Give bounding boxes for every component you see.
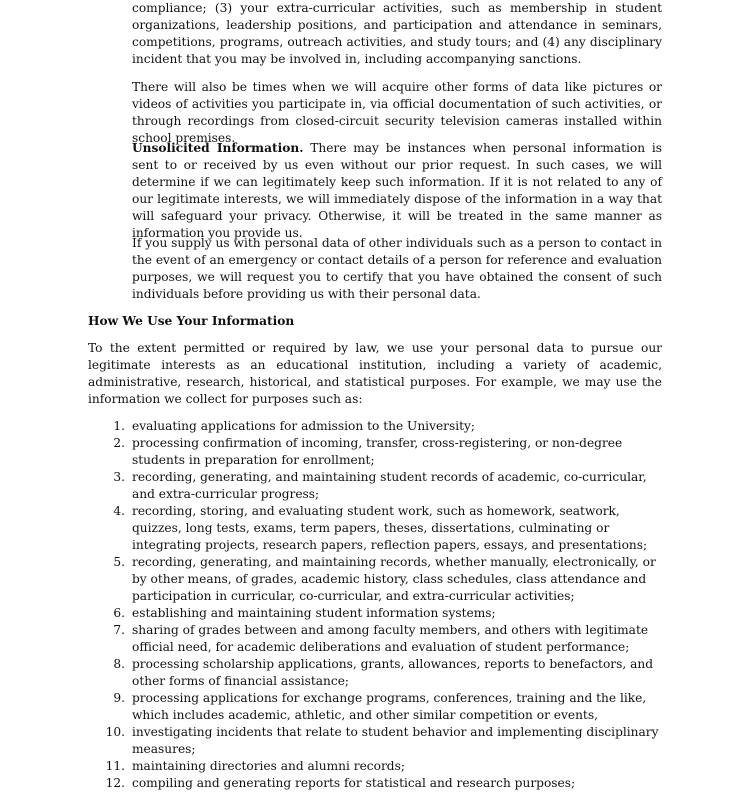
- list-item: [88, 758, 662, 775]
- list-item: [88, 503, 662, 554]
- paragraph-other-individuals: If you supply us with personal data of other individuals such as a person to contact in the event of an emergency or contact details of a person for reference and evaluation purposes, we will request you to certify that you have obtained the consent of such individuals before providing us with their personal data.: [132, 236, 662, 301]
- unsolicited-information-body: There may be instances when personal information is sent to or received by us even without our prior request. In such cases, we will determine if we can legitimately keep such information. If it is not related to any of our legitimate interests, we will immediately dispose of the information in a way that will safeguard your privacy. Otherwise, it will be treated in the same manner as information you provide us.: [132, 141, 662, 240]
- list-item-number: 5.: [113, 555, 125, 569]
- list-item-text: maintaining directories and alumni records;: [132, 759, 405, 773]
- list-item: [88, 554, 662, 605]
- list-item-number: 12.: [105, 776, 125, 790]
- list-item-text: processing scholarship applications, grants, allowances, reports to benefactors, and other forms of financial assistance;: [132, 657, 654, 688]
- list-item-number: 8.: [113, 657, 125, 671]
- list-item: [88, 656, 662, 690]
- list-item-number: 1.: [113, 419, 125, 433]
- list-item: [88, 622, 662, 656]
- list-item-number: 6.: [113, 606, 125, 620]
- list-item-text: sharing of grades between and among faculty members, and others with legitimate official need, for academic deliberations and evaluation of student performance;: [132, 623, 649, 654]
- list-item-text: evaluating applications for admission to the University;: [132, 419, 476, 433]
- list-item-number: 2.: [113, 436, 125, 450]
- list-item: [88, 435, 662, 469]
- list-item: [88, 690, 662, 724]
- section-heading: How We Use Your Information: [88, 314, 295, 328]
- list-item: [88, 775, 662, 792]
- paragraph-unsolicited-information: [132, 140, 662, 242]
- list-item-number: 9.: [113, 691, 125, 705]
- list-item-number: 10.: [105, 725, 125, 739]
- list-item-text: establishing and maintaining student information systems;: [132, 606, 496, 620]
- list-item: [88, 605, 662, 622]
- list-item-text: recording, generating, and maintaining records, whether manually, electronically, or by other means, of grades, academic history, class schedules, class attendance and participation in curricular, co-curricular, and extra-curricular activities;: [132, 555, 656, 603]
- list-item-text: investigating incidents that relate to student behavior and implementing disciplinary measures;: [132, 725, 659, 756]
- list-item-text: processing confirmation of incoming, transfer, cross-registering, or non-degree students in preparation for enrollment;: [132, 436, 623, 467]
- paragraph-compliance: compliance; (3) your extra-curricular activities, such as membership in student organizations, leadership positions, and participation and attendance in seminars, competitions, programs, outreach activities, and study tours; and (4) any disciplinary incident that you may be involved in, including accompanying sanctions.: [132, 1, 662, 66]
- list-item: [88, 418, 662, 435]
- section-intro: To the extent permitted or required by law, we use your personal data to pursue our legitimate interests as an educational institution, including a variety of academic, administrative, research, historical, and statistical purposes. For example, we may use the information we collect for purposes such as:: [88, 341, 662, 406]
- list-item: [88, 724, 662, 758]
- unsolicited-information-title: Unsolicited Information.: [132, 141, 304, 155]
- purposes-list: [88, 418, 662, 792]
- paragraph-pictures-videos: There will also be times when we will acquire other forms of data like pictures or videos of activities you participate in, via official documentation of such activities, or through recordings from closed-circuit security television cameras installed within school premises.: [132, 80, 662, 145]
- list-item: [88, 469, 662, 503]
- list-item-number: 4.: [113, 504, 125, 518]
- list-item-number: 3.: [113, 470, 125, 484]
- list-item-number: 7.: [113, 623, 125, 637]
- list-item-text: recording, storing, and evaluating student work, such as homework, seatwork, quizzes, long tests, exams, term papers, theses, dissertations, culminating or integrating projects, research papers, reflection papers, essays, and presentations;: [132, 504, 648, 552]
- list-item-text: processing applications for exchange programs, conferences, training and the like, which includes academic, athletic, and other similar competition or events,: [132, 691, 647, 722]
- list-item-text: recording, generating, and maintaining student records of academic, co-curricular, and extra-curricular progress;: [132, 470, 647, 501]
- list-item-text: compiling and generating reports for statistical and research purposes;: [132, 776, 576, 790]
- list-item-number: 11.: [105, 759, 125, 773]
